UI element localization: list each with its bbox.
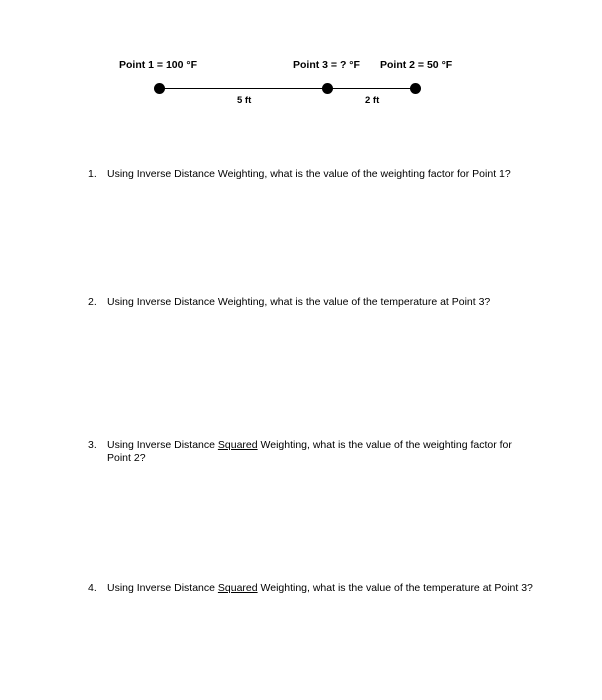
distance-line [160,88,416,89]
question-number: 3. [88,439,97,451]
point-2-marker [410,83,421,94]
point-2-label: Point 2 = 50 °F [380,59,453,71]
point-3-marker [322,83,333,94]
point-3-label: Point 3 = ? °F [293,59,360,71]
point-1-label: Point 1 = 100 °F [119,59,198,71]
question-text: Using Inverse Distance Weighting, what is the value of the weighting factor for Point 1? [107,168,511,180]
point-1-marker [154,83,165,94]
question-text: Using Inverse Distance Weighting, what is the value of the temperature at Point 3? [107,296,491,308]
temperature-diagram [0,0,602,130]
distance-label-1-3: 5 ft [237,95,252,106]
question-number: 2. [88,296,97,308]
question-text: Using Inverse Distance Squared Weighting, what is the value of the weighting factor for Point 2? [107,439,512,464]
question-text: Using Inverse Distance Squared Weighting, what is the value of the temperature at Point 3? [107,582,533,594]
distance-label-3-2: 2 ft [365,95,380,106]
question-number: 1. [88,168,97,180]
question-number: 4. [88,582,97,594]
